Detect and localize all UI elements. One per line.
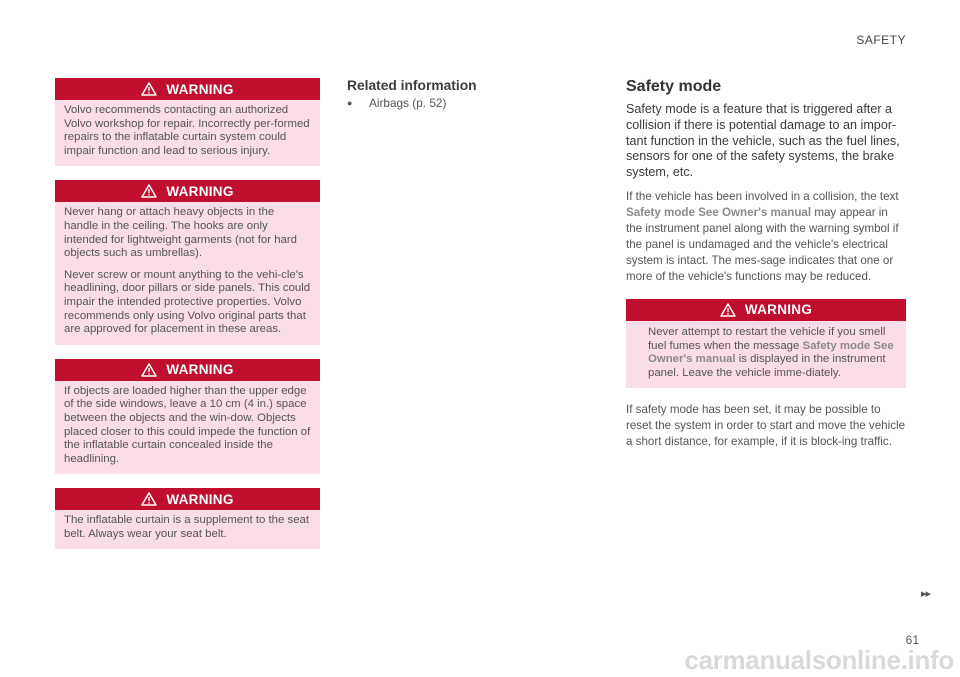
warning-title: WARNING <box>166 81 234 97</box>
warning-paragraph: The inflatable curtain is a supplement to the seat belt. Always wear your seat belt. <box>64 514 310 540</box>
warning-triangle-icon <box>141 184 157 198</box>
warning-header <box>55 78 320 100</box>
next-page-arrows-icon[interactable]: ▸▸ <box>920 588 930 600</box>
warning-text <box>55 510 320 549</box>
warning-box-ceiling <box>55 180 320 344</box>
warning-paragraph <box>648 326 897 380</box>
warning-triangle-icon <box>141 363 157 377</box>
warning-title: WARNING <box>166 491 234 507</box>
safety-mode-lead: Safety mode is a feature that is triggered after a collision if there is potential damage to an impor-tant function in the vehicle, such as the fuel lines, sensors for one of the safety systems, the brake system, etc. <box>626 102 900 180</box>
related-info-title: Related information <box>347 78 477 93</box>
section-title: SAFETY <box>856 33 906 47</box>
warning-title: WARNING <box>166 362 234 378</box>
middle-column <box>347 78 597 110</box>
warning-header <box>55 488 320 510</box>
text-segment: is displayed in the instrument panel. Leave the vehicle imme-diately. <box>648 353 886 379</box>
warning-title: WARNING <box>166 183 234 199</box>
warning-text <box>55 202 320 344</box>
display-message: Safety mode See Owner's manual <box>648 339 894 366</box>
warning-triangle-icon <box>141 492 157 506</box>
warning-title: WARNING <box>744 302 813 318</box>
left-column <box>55 78 320 563</box>
watermark: carmanualsonline.info <box>684 645 954 675</box>
warning-text <box>55 100 320 166</box>
warning-paragraph: Never screw or mount anything to the vehi-cle's headlining, door pillars or side panels. This could impair the intended protective properties. Volvo recommends only using Volvo original parts that are approved for placement in these areas. <box>64 268 311 336</box>
warning-triangle-icon <box>720 303 736 317</box>
warning-box-seatbelt <box>55 488 320 549</box>
display-message: Safety mode See Owner's manual <box>626 205 812 219</box>
safety-mode-title: Safety mode <box>626 78 722 95</box>
warning-box-fuel-fumes <box>626 299 906 388</box>
page-number: 61 <box>905 633 919 647</box>
related-info-list <box>347 96 597 110</box>
warning-header <box>55 180 320 202</box>
list-item[interactable] <box>347 96 597 110</box>
warning-paragraph: Never hang or attach heavy objects in the handle in the ceiling. The hooks are only intended for lightweight garments (not for hard objects such as umbrellas). <box>64 206 298 260</box>
warning-paragraph: Volvo recommends contacting an authorized Volvo workshop for repair. Incorrectly per-formed repairs to the inflatable curtain system could impair function and lead to serious injury. <box>64 104 310 157</box>
warning-header <box>626 299 906 321</box>
bullet-icon: ● <box>347 98 353 108</box>
safety-mode-paragraph-2: If safety mode has been set, it may be possible to reset the system in order to start and move the vehicle a short distance, for example, if it is block-ing traffic. <box>626 403 906 449</box>
warning-box-loading <box>55 359 320 475</box>
warning-paragraph: If objects are loaded higher than the upper edge of the side windows, leave a 10 cm (4 in.) space between the objects and the win-dow. Objects placed closer to this could impede the function of the inflatable curtain concealed inside the headlining. <box>64 384 311 465</box>
right-column <box>626 78 906 450</box>
warning-text <box>626 321 906 388</box>
text-segment: may appear in the instrument panel along with the warning symbol if the panel is undamaged and the vehicle's electrical system is intact. The mes-sage indicates that one or more of the vehicle's functions may be reduced. <box>626 205 899 283</box>
related-link-airbags[interactable]: Airbags (p. 52) <box>369 96 447 110</box>
text-segment: If the vehicle has been involved in a collision, the text <box>626 189 899 203</box>
safety-mode-paragraph-1 <box>626 189 906 285</box>
warning-box-repair <box>55 78 320 166</box>
warning-header <box>55 359 320 381</box>
warning-triangle-icon <box>141 82 157 96</box>
warning-text <box>55 381 320 475</box>
text-segment: Never attempt to restart the vehicle if you smell fuel fumes when the message <box>648 325 886 352</box>
